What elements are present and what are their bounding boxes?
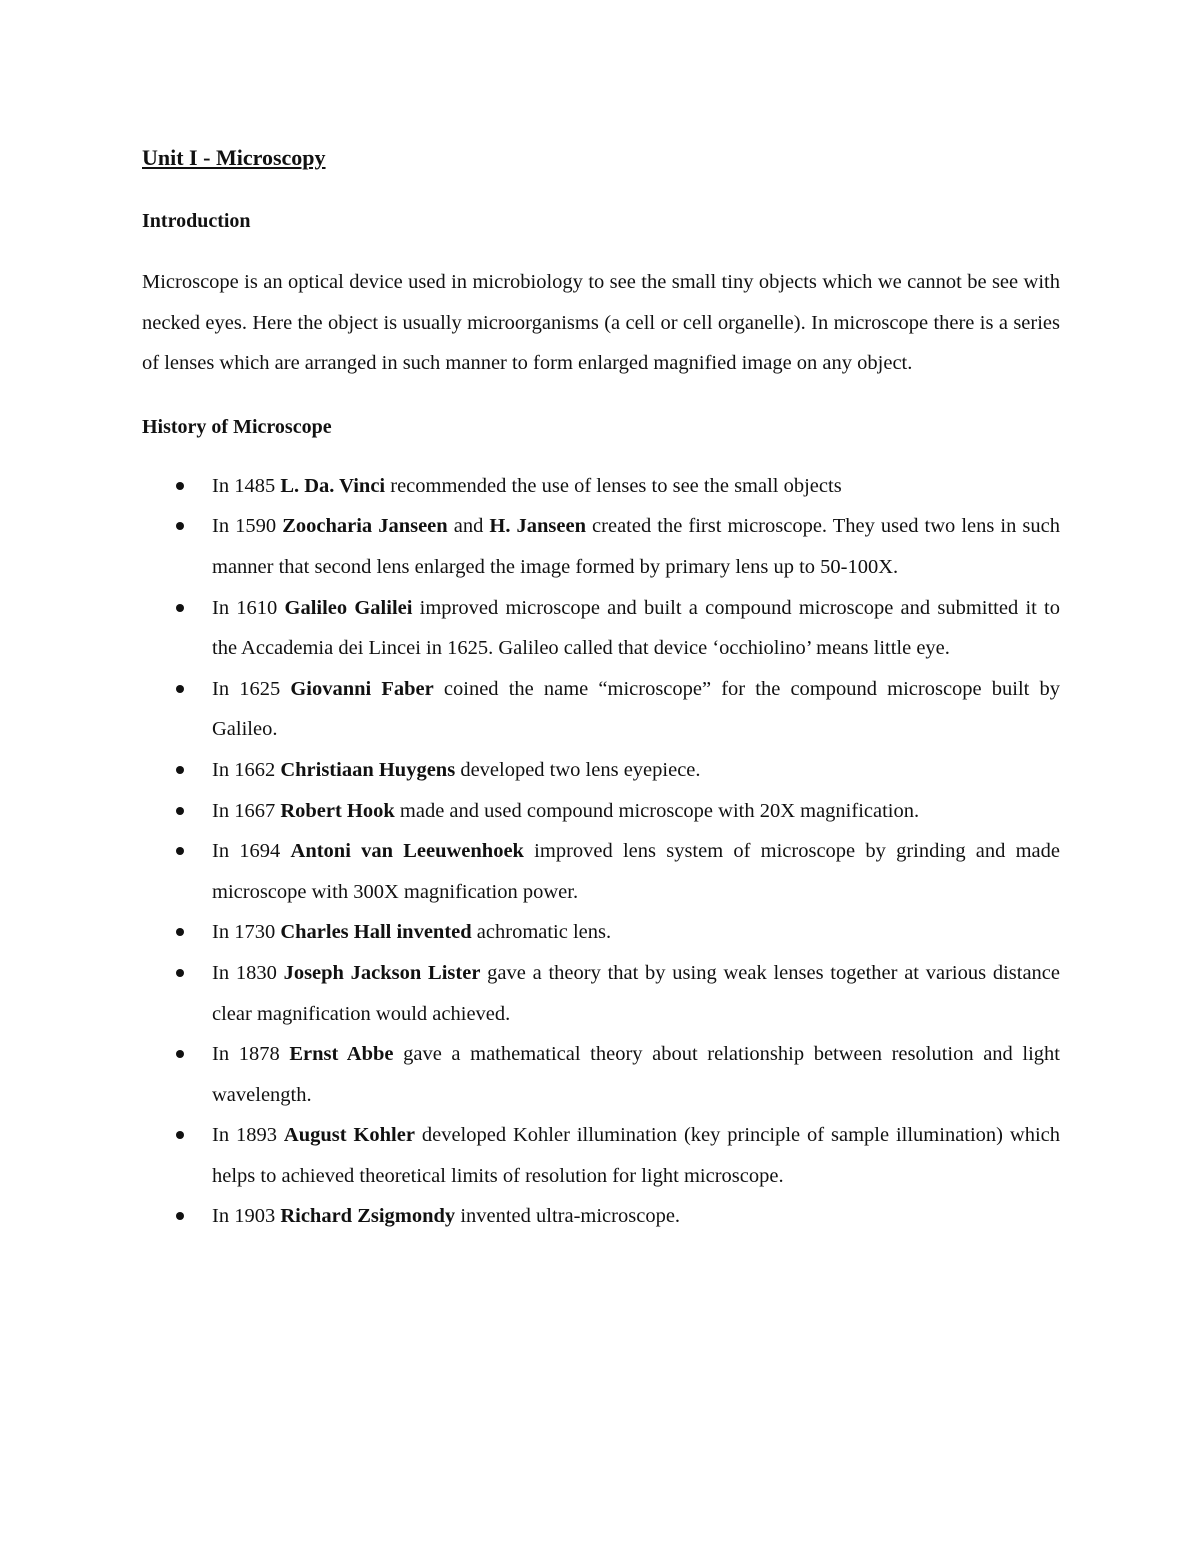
history-item [142, 1196, 1060, 1237]
item-prefix: In 1485 [212, 474, 281, 497]
bullet-icon [176, 1050, 184, 1058]
bullet-icon [176, 522, 184, 530]
history-item [142, 791, 1060, 832]
bullet-icon [176, 928, 184, 936]
item-name: Christiaan Huygens [280, 758, 456, 781]
item-text: gave a theory that by using weak lenses together at various distance clear magnification would achieved. [212, 961, 1060, 1025]
history-item [142, 1034, 1060, 1115]
unit-title: Unit I - Microscopy [142, 145, 326, 170]
item-name: Richard Zsigmondy [280, 1205, 456, 1228]
item-prefix: In 1694 [212, 840, 291, 863]
history-item [142, 912, 1060, 953]
item-name: Ernst Abbe [289, 1043, 394, 1066]
item-prefix: In 1830 [212, 961, 284, 984]
item-prefix: In 1893 [212, 1124, 284, 1147]
item-name: Joseph Jackson Lister [283, 961, 481, 984]
item-text: coined the name “microscope” for the compound microscope built by Galileo. [212, 677, 1061, 741]
bullet-icon [176, 766, 184, 774]
history-item [142, 669, 1060, 750]
item-text: invented ultra-microscope. [455, 1205, 681, 1228]
history-item [142, 750, 1060, 791]
history-item [142, 1115, 1060, 1196]
item-name: L. Da. Vinci [280, 474, 386, 497]
item-name: Galileo Galilei [284, 596, 413, 619]
item-name: Charles Hall invented [280, 921, 472, 944]
history-item [142, 466, 1060, 507]
item-name-second: H. Janseen [489, 515, 586, 538]
item-text: improved microscope and built a compound microscope and submitted it to the Accademia dei Lincei in 1625. Galileo called that device ‘occhiolino’ means little eye. [212, 596, 1060, 660]
bullet-icon [176, 685, 184, 693]
bullet-icon [176, 1212, 184, 1220]
item-text: achromatic lens. [471, 921, 612, 944]
item-prefix: In 1667 [212, 799, 281, 822]
item-prefix: In 1730 [212, 921, 281, 944]
item-prefix: In 1610 [212, 596, 285, 619]
history-list [142, 466, 1060, 1237]
history-item [142, 953, 1060, 1034]
item-prefix: In 1903 [212, 1205, 281, 1228]
item-prefix: In 1878 [212, 1043, 290, 1066]
history-heading: History of Microscope [142, 415, 332, 438]
bullet-icon [176, 604, 184, 612]
item-name: August Kohler [283, 1124, 415, 1147]
bullet-icon [176, 969, 184, 977]
bullet-icon [176, 847, 184, 855]
item-text: developed two lens eyepiece. [455, 758, 701, 781]
item-text: improved lens system of microscope by grinding and made microscope with 300X magnification power. [212, 840, 1060, 903]
item-text: gave a mathematical theory about relationship between resolution and light wavelength. [212, 1043, 1061, 1106]
introduction-heading: Introduction [142, 210, 251, 232]
item-prefix: In 1662 [212, 758, 281, 781]
bullet-icon [176, 807, 184, 815]
document-page [142, 140, 1060, 1237]
item-mid: and [447, 515, 490, 538]
history-item [142, 588, 1060, 669]
item-prefix: In 1625 [212, 677, 291, 700]
item-prefix: In 1590 [212, 515, 283, 538]
item-name: Giovanni Faber [290, 677, 434, 700]
history-item [142, 506, 1060, 587]
item-text: made and used compound microscope with 20X magnification. [394, 799, 920, 822]
item-name: Zoocharia Janseen [282, 515, 448, 538]
item-text: developed Kohler illumination (key principle of sample illumination) which helps to achieved theoretical limits of resolution for light microscope. [212, 1124, 1061, 1187]
item-name: Robert Hook [280, 799, 395, 822]
item-text: recommended the use of lenses to see the small objects [385, 474, 842, 497]
bullet-icon [176, 482, 184, 490]
item-name: Antoni van Leeuwenhoek [290, 840, 524, 863]
introduction-paragraph: Microscope is an optical device used in microbiology to see the small tiny objects which we cannot be see with necked eyes. Here the object is usually microorganisms (a cell or cell organelle). In microscope there is a series of lenses which are arranged in such manner to form enlarged magnified image on any object. [142, 271, 1060, 375]
bullet-icon [176, 1131, 184, 1139]
item-text: created the first microscope. They used two lens in such manner that second lens enlarged the image formed by primary lens up to 50-100X. [212, 515, 1060, 578]
history-item [142, 831, 1060, 912]
